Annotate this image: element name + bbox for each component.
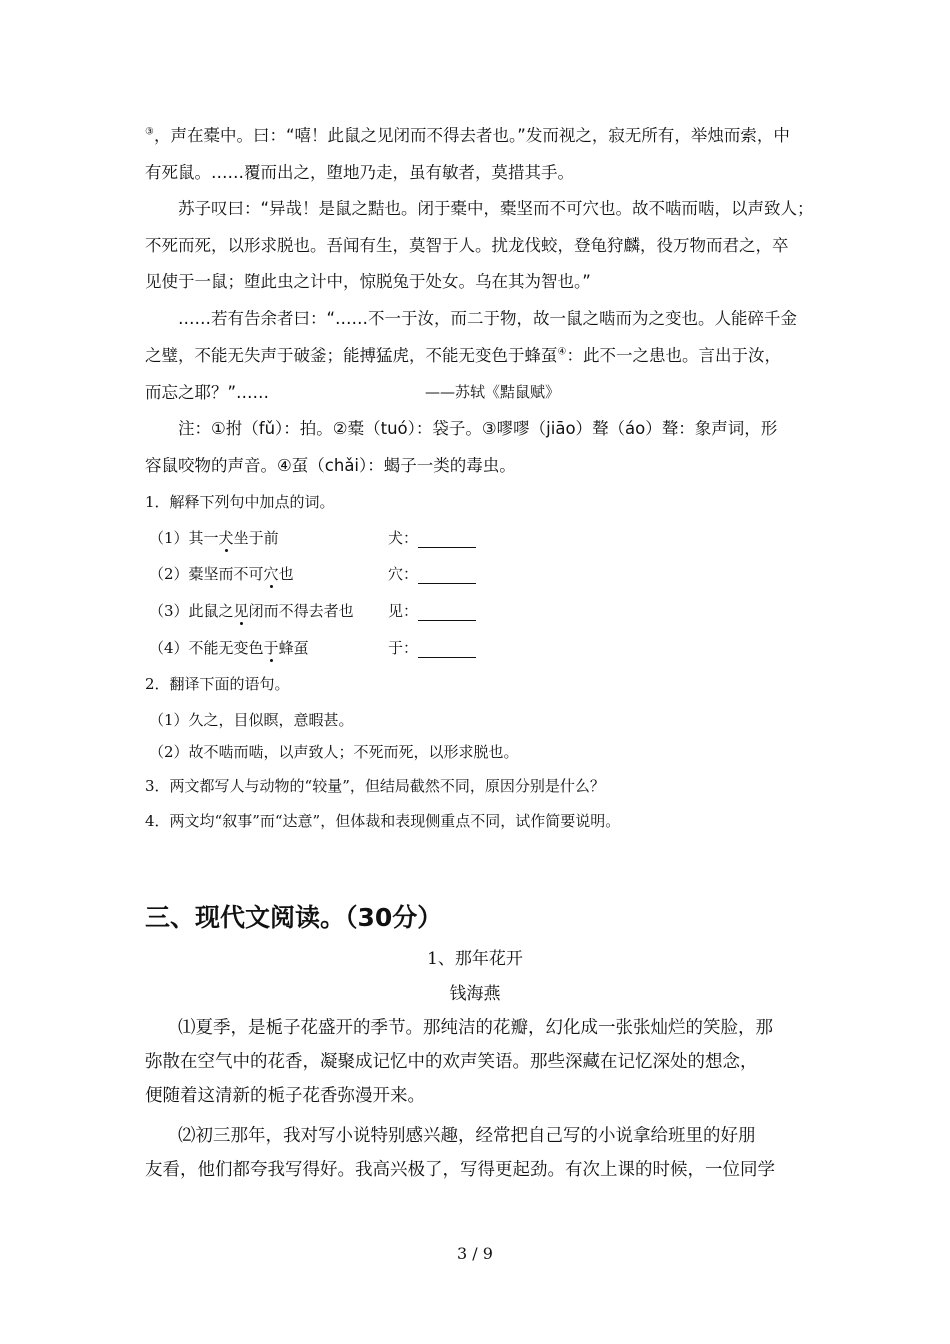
passage-line-7: 之璧，不能无失声于破釜；能搏猛虎，不能无变色于蜂虿④：此不一之患也。言出于汝，	[145, 346, 781, 365]
passage-line-8: 而忘之耶？”……	[145, 383, 270, 402]
passage-line-1: ③，声在橐中。曰：“嘻！此鼠之见闭而不得去者也。”发而视之，寂无所有，举烛而索，中	[145, 126, 790, 145]
dotted-word: 犬	[218, 529, 234, 547]
answer-blank[interactable]	[418, 643, 476, 658]
dotted-word: 于	[263, 639, 279, 657]
answer-blank[interactable]	[418, 533, 476, 548]
dotted-word: 穴	[263, 565, 279, 583]
passage-line-6: ……若有告余者曰：“……不一于汝，而二于物，故一鼠之啮而为之变也。人能碎千金	[178, 309, 798, 328]
q1-item-3: （3）此鼠之见闭而不得去者也	[149, 602, 354, 620]
q1-answer-4: 于：	[388, 637, 476, 658]
notes-line-2: 容鼠咬物的声音。④虿（chǎi）：蝎子一类的毒虫。	[145, 456, 516, 475]
passage-line-4: 不死而死，以形求脱也。吾闻有生，莫智于人。扰龙伐蛟，登龟狩麟，役万物而君之，卒	[145, 236, 789, 255]
q1-answer-2: 穴：	[388, 563, 476, 584]
article-author: 钱海燕	[449, 984, 501, 1004]
article-title: 1、那年花开	[427, 949, 523, 969]
passage-source: ——苏轼《黠鼠赋》	[425, 383, 561, 401]
q1-item-4: （4）不能无变色于蜂虿	[149, 639, 309, 657]
article-line-2: 弥散在空气中的花香，凝聚成记忆中的欢声笑语。那些深藏在记忆深处的想念，	[145, 1052, 758, 1072]
footnote-marker-4: ④	[557, 346, 567, 358]
article-line-5: 友看，他们都夸我写得好。我高兴极了，写得更起劲。有次上课的时候，一位同学	[145, 1160, 775, 1180]
q2-item-2: （2）故不啮而啮，以声致人；不死而死，以形求脱也。	[149, 743, 519, 761]
article-line-1: ⑴夏季，是栀子花盛开的季节。那纯洁的花瓣，幻化成一张张灿烂的笑脸，那	[178, 1018, 773, 1038]
answer-blank[interactable]	[418, 569, 476, 584]
question-4: 4．两文均“叙事”而“达意”，但体裁和表现侧重点不同，试作简要说明。	[145, 812, 621, 830]
notes-line-1: 注：①拊（fǔ）：拍。②橐（tuó）：袋子。③嘐嘐（jiāo）聱（áo）聱：象声词，形	[178, 419, 778, 438]
footnote-marker-3: ③	[145, 126, 154, 138]
q1-item-2: （2）橐坚而不可穴也	[149, 565, 294, 583]
question-1-title: 1．解释下列句中加点的词。	[145, 493, 335, 511]
section-title: 三、现代文阅读。（30分）	[145, 903, 443, 932]
question-2-title: 2．翻译下面的语句。	[145, 675, 290, 693]
passage-line-2: 有死鼠。……覆而出之，堕地乃走，虽有敏者，莫措其手。	[145, 163, 574, 182]
q2-item-1: （1）久之，目似瞑，意暇甚。	[149, 711, 354, 729]
article-line-3: 便随着这清新的栀子花香弥漫开来。	[145, 1086, 425, 1106]
question-3: 3．两文都写人与动物的“较量”，但结局截然不同，原因分别是什么？	[145, 777, 605, 795]
q1-answer-1: 犬：	[388, 527, 476, 548]
passage-line-3: 苏子叹曰：“异哉！是鼠之黠也。闭于橐中，橐坚而不可穴也。故不啮而啮，以声致人；	[178, 199, 814, 218]
answer-blank[interactable]	[418, 606, 476, 621]
article-line-4: ⑵初三那年，我对写小说特别感兴趣，经常把自己写的小说拿给班里的好朋	[178, 1126, 756, 1146]
q1-answer-3: 见：	[388, 600, 476, 621]
passage-line-5: 见使于一鼠；堕此虫之计中，惊脱兔于处女。乌在其为智也。”	[145, 272, 591, 291]
dotted-word: 见	[233, 602, 249, 620]
page-number: 3 / 9	[457, 1244, 493, 1263]
q1-item-1: （1）其一犬坐于前	[149, 529, 279, 547]
